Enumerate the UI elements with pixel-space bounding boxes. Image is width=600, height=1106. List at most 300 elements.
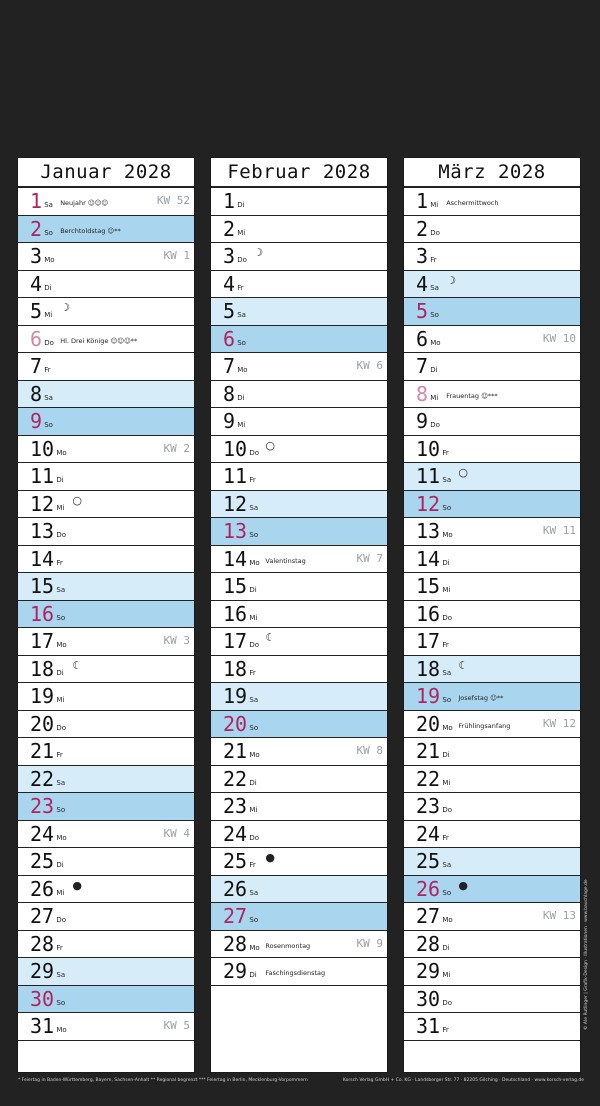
weekday-label: Mi <box>56 503 65 512</box>
day-number: 24 <box>30 821 55 846</box>
day-number: 29 <box>416 959 441 983</box>
day-number: 5 <box>223 299 236 323</box>
day-number: 1 <box>416 189 429 213</box>
day-row <box>404 408 580 436</box>
weekday-label: Di <box>442 943 450 952</box>
month-title: Januar 2028 <box>18 158 194 188</box>
weekday-label: Sa <box>442 476 452 484</box>
day-row <box>211 546 387 574</box>
day-number: 13 <box>416 519 441 543</box>
day-row <box>18 601 194 629</box>
day-row <box>404 931 580 959</box>
weekday-label: Mi <box>430 393 439 402</box>
day-number: 8 <box>416 381 429 406</box>
weekday-label: So <box>249 916 259 924</box>
day-row <box>18 463 194 491</box>
weekday-label: So <box>237 338 246 347</box>
day-row <box>211 711 387 739</box>
weekday-label: Di <box>442 558 450 567</box>
day-row <box>404 958 580 986</box>
calendar-week-label: KW 6 <box>356 359 383 372</box>
day-number: 24 <box>416 821 441 846</box>
day-number: 26 <box>223 876 248 901</box>
day-number: 5 <box>30 299 43 323</box>
weekday-label: Do <box>249 448 260 457</box>
day-number: 19 <box>416 684 441 708</box>
day-row <box>211 601 387 629</box>
day-number: 28 <box>223 931 248 956</box>
day-number: 25 <box>223 849 248 873</box>
weekday-label: Fr <box>442 1026 449 1034</box>
day-row <box>404 463 580 491</box>
day-number: 7 <box>223 354 236 378</box>
weekday-label: So <box>249 531 259 539</box>
day-number: 3 <box>416 244 429 268</box>
day-list <box>404 188 580 1041</box>
weekday-label: Sa <box>249 696 259 704</box>
day-row <box>211 821 387 849</box>
day-row <box>18 491 194 519</box>
calendar-week-label: KW 11 <box>542 524 576 537</box>
day-row <box>211 271 387 299</box>
day-row <box>18 766 194 794</box>
weekday-label: Fr <box>237 283 244 292</box>
day-number: 18 <box>30 656 55 681</box>
day-number: 18 <box>416 656 441 681</box>
weekday-label: Di <box>237 201 245 209</box>
day-number: 15 <box>30 574 55 598</box>
weekday-label: Sa <box>249 503 259 512</box>
weekday-label: Fr <box>44 366 51 374</box>
day-row <box>18 793 194 821</box>
weekday-label: Sa <box>44 393 53 402</box>
day-row <box>211 848 387 876</box>
day-row <box>211 298 387 326</box>
day-number: 1 <box>30 189 43 213</box>
calendar-week-label: KW 10 <box>542 331 576 345</box>
moon-phase-icon: ● <box>72 878 82 892</box>
day-number: 6 <box>223 326 236 351</box>
weekday-label: Fr <box>56 558 63 567</box>
holiday-label: Berchtoldstag ☺** <box>60 226 121 235</box>
day-row <box>404 298 580 326</box>
weekday-label: Di <box>442 751 450 759</box>
holiday-label: Rosenmontag <box>265 941 311 950</box>
weekday-label: So <box>249 723 259 732</box>
day-number: 31 <box>416 1014 441 1038</box>
day-row <box>211 958 387 986</box>
day-number: 17 <box>416 629 441 653</box>
day-list <box>211 188 387 986</box>
calendar-week-label: KW 2 <box>163 441 190 455</box>
day-row <box>211 436 387 464</box>
moon-phase-icon: ● <box>458 878 468 892</box>
day-row <box>18 711 194 739</box>
day-row <box>18 738 194 766</box>
day-row <box>404 188 580 216</box>
day-row <box>211 518 387 546</box>
day-number: 11 <box>30 464 55 488</box>
weekday-label: Mo <box>56 641 67 649</box>
moon-phase-icon: ☾ <box>265 631 276 644</box>
day-row <box>211 573 387 601</box>
day-number: 27 <box>223 904 248 928</box>
weekday-label: Fr <box>249 861 256 869</box>
day-number: 22 <box>30 766 55 791</box>
day-number: 14 <box>30 546 55 571</box>
moon-phase-icon: ○ <box>458 466 468 479</box>
weekday-label: Fr <box>442 641 449 649</box>
day-number: 9 <box>30 409 43 433</box>
day-number: 30 <box>30 986 55 1011</box>
day-row <box>211 353 387 381</box>
day-row <box>18 243 194 271</box>
day-number: 23 <box>416 794 441 818</box>
calendar-week-label: KW 1 <box>163 249 190 262</box>
day-row <box>18 573 194 601</box>
day-row <box>18 821 194 849</box>
weekday-label: Sa <box>249 888 259 897</box>
calendar-week-label: KW 13 <box>542 909 576 922</box>
day-number: 24 <box>223 821 248 846</box>
day-row <box>404 271 580 299</box>
weekday-label: Sa <box>56 778 66 787</box>
day-number: 6 <box>30 326 43 351</box>
day-row <box>404 436 580 464</box>
day-row <box>211 766 387 794</box>
day-number: 20 <box>30 711 55 736</box>
day-number: 14 <box>223 546 248 571</box>
day-number: 13 <box>30 519 55 543</box>
weekday-label: Mi <box>430 201 439 209</box>
weekday-label: Di <box>249 778 257 787</box>
weekday-label: Do <box>56 531 67 539</box>
calendar-week-label: KW 12 <box>542 716 576 730</box>
weekday-label: So <box>44 421 53 429</box>
day-row <box>404 821 580 849</box>
day-number: 22 <box>223 766 248 791</box>
weekday-label: Do <box>430 421 440 429</box>
holiday-label: Aschermittwoch <box>446 199 499 207</box>
moon-phase-icon: ☽ <box>253 246 264 259</box>
weekday-label: Fr <box>442 833 449 842</box>
weekday-label: Di <box>430 366 438 374</box>
holiday-label: Neujahr ☺☺☺ <box>60 199 109 207</box>
moon-phase-icon: ☽ <box>60 301 71 314</box>
day-row <box>404 216 580 244</box>
day-number: 23 <box>30 794 55 818</box>
day-number: 26 <box>416 876 441 901</box>
weekday-label: Do <box>249 833 260 842</box>
day-number: 8 <box>223 381 236 406</box>
footer-legend: * Feiertag in Baden-Württemberg, Bayern, Sachsen-Anhalt ** Regional begrenzt *** Feiertag in Berlin, Mecklenburg-Vorpommern <box>18 1078 308 1083</box>
day-row <box>404 326 580 354</box>
day-row <box>404 491 580 519</box>
weekday-label: Mo <box>442 916 453 924</box>
weekday-label: So <box>56 613 66 622</box>
weekday-label: So <box>442 503 452 512</box>
weekday-label: Di <box>249 971 257 979</box>
day-number: 27 <box>30 904 55 928</box>
day-row <box>211 381 387 409</box>
day-number: 28 <box>416 931 441 956</box>
day-row <box>18 628 194 656</box>
day-number: 31 <box>30 1014 55 1038</box>
holiday-label: Josefstag ☺** <box>458 694 504 702</box>
weekday-label: Do <box>430 228 440 237</box>
day-row <box>404 848 580 876</box>
day-number: 9 <box>416 409 429 433</box>
weekday-label: Mi <box>56 696 65 704</box>
weekday-label: Mi <box>237 228 246 237</box>
day-number: 17 <box>30 629 55 653</box>
day-row <box>18 958 194 986</box>
day-row <box>404 243 580 271</box>
day-number: 12 <box>30 491 55 516</box>
day-row <box>404 876 580 904</box>
day-number: 29 <box>30 959 55 983</box>
day-number: 23 <box>223 794 248 818</box>
moon-phase-icon: ☾ <box>458 658 469 672</box>
weekday-label: So <box>442 888 452 897</box>
holiday-label: Frauentag ☺*** <box>446 391 498 400</box>
day-number: 28 <box>30 931 55 956</box>
weekday-label: Fr <box>249 668 256 677</box>
day-row <box>404 518 580 546</box>
weekday-label: Mi <box>442 971 451 979</box>
day-number: 30 <box>416 986 441 1011</box>
day-row <box>18 326 194 354</box>
day-row <box>18 683 194 711</box>
weekday-label: Do <box>249 641 260 649</box>
month-title: Februar 2028 <box>211 158 387 188</box>
weekday-label: Do <box>44 338 54 347</box>
day-row <box>18 381 194 409</box>
day-number: 1 <box>223 189 236 213</box>
day-row <box>404 683 580 711</box>
weekday-label: Fr <box>56 943 63 952</box>
day-row <box>18 1013 194 1041</box>
day-row <box>404 766 580 794</box>
day-number: 10 <box>30 436 55 461</box>
calendar-week-label: KW 52 <box>156 194 190 207</box>
day-row <box>18 298 194 326</box>
weekday-label: Mo <box>442 723 453 732</box>
holiday-label: Faschingsdienstag <box>265 969 326 977</box>
weekday-label: Mo <box>237 366 248 374</box>
day-row <box>18 848 194 876</box>
weekday-label: Mi <box>249 806 258 814</box>
day-row <box>211 243 387 271</box>
day-row <box>404 546 580 574</box>
day-row <box>404 601 580 629</box>
day-number: 6 <box>416 326 429 351</box>
day-number: 10 <box>416 436 441 461</box>
weekday-label: Sa <box>56 971 66 979</box>
weekday-label: Di <box>249 586 257 594</box>
day-number: 2 <box>30 216 43 241</box>
weekday-label: Sa <box>237 311 246 319</box>
day-row <box>404 1013 580 1041</box>
weekday-label: Mi <box>442 586 451 594</box>
day-row <box>211 188 387 216</box>
holiday-label: Valentinstag <box>265 556 306 565</box>
day-number: 7 <box>30 354 43 378</box>
month-march <box>404 158 580 1072</box>
weekday-label: Mo <box>442 531 453 539</box>
calendar-week-label: KW 3 <box>163 634 190 647</box>
day-number: 15 <box>223 574 248 598</box>
day-number: 14 <box>416 546 441 571</box>
weekday-label: Sa <box>56 586 66 594</box>
weekday-label: Mi <box>442 778 451 787</box>
weekday-label: Do <box>237 256 247 264</box>
day-number: 4 <box>223 271 236 296</box>
day-number: 29 <box>223 959 248 983</box>
day-number: 21 <box>416 739 441 763</box>
day-row <box>211 326 387 354</box>
weekday-label: Mi <box>237 421 246 429</box>
weekday-label: Mo <box>44 256 55 264</box>
moon-phase-icon: ● <box>265 851 275 864</box>
day-number: 11 <box>416 464 441 488</box>
day-number: 20 <box>416 711 441 736</box>
day-row <box>404 656 580 684</box>
day-row <box>211 738 387 766</box>
weekday-label: Mo <box>249 558 260 567</box>
day-row <box>18 931 194 959</box>
month-january <box>18 158 194 1072</box>
day-row <box>18 408 194 436</box>
day-row <box>18 216 194 244</box>
weekday-label: Mo <box>56 833 67 842</box>
day-number: 12 <box>416 491 441 516</box>
day-row <box>18 986 194 1014</box>
calendar-week-label: KW 9 <box>356 936 383 950</box>
moon-phase-icon: ○ <box>72 493 82 507</box>
day-row <box>404 573 580 601</box>
day-number: 25 <box>416 849 441 873</box>
day-row <box>211 903 387 931</box>
holiday-label: Frühlingsanfang <box>458 721 511 730</box>
day-row <box>211 876 387 904</box>
calendar-week-label: KW 7 <box>356 551 383 565</box>
day-number: 16 <box>30 601 55 626</box>
weekday-label: Mo <box>249 751 260 759</box>
weekday-label: Sa <box>430 283 439 292</box>
day-number: 19 <box>30 684 55 708</box>
weekday-label: Fr <box>56 751 63 759</box>
day-number: 22 <box>416 766 441 791</box>
day-row <box>211 463 387 491</box>
day-number: 12 <box>223 491 248 516</box>
day-number: 13 <box>223 519 248 543</box>
day-number: 20 <box>223 711 248 736</box>
month-february <box>211 158 387 1072</box>
weekday-label: Do <box>56 916 67 924</box>
day-row <box>211 793 387 821</box>
weekday-label: Di <box>56 476 64 484</box>
weekday-label: So <box>56 998 66 1007</box>
weekday-label: Mo <box>56 448 67 457</box>
day-row <box>404 381 580 409</box>
day-number: 27 <box>416 904 441 928</box>
weekday-label: Do <box>442 998 453 1007</box>
weekday-label: Sa <box>442 668 452 677</box>
day-list <box>18 188 194 1041</box>
calendar-week-label: KW 8 <box>356 744 383 757</box>
day-number: 5 <box>416 299 429 323</box>
day-number: 9 <box>223 409 236 433</box>
weekday-label: Do <box>56 723 67 732</box>
day-row <box>404 353 580 381</box>
moon-phase-icon: ☾ <box>72 658 83 672</box>
day-row <box>404 738 580 766</box>
day-row <box>404 986 580 1014</box>
footer <box>18 1078 584 1083</box>
calendar-week-label: KW 4 <box>163 826 190 840</box>
weekday-label: So <box>44 228 53 237</box>
day-row <box>404 793 580 821</box>
day-row <box>18 271 194 299</box>
day-row <box>211 931 387 959</box>
day-row <box>18 656 194 684</box>
day-row <box>404 903 580 931</box>
day-number: 16 <box>416 601 441 626</box>
day-row <box>18 188 194 216</box>
day-row <box>211 408 387 436</box>
weekday-label: Do <box>442 613 453 622</box>
day-row <box>404 628 580 656</box>
weekday-label: So <box>56 806 66 814</box>
day-row <box>211 683 387 711</box>
weekday-label: Mo <box>430 338 441 347</box>
day-number: 19 <box>223 684 248 708</box>
weekday-label: So <box>442 696 452 704</box>
day-number: 3 <box>223 244 236 268</box>
weekday-label: Fr <box>430 256 437 264</box>
day-number: 17 <box>223 629 248 653</box>
day-number: 4 <box>30 271 43 296</box>
weekday-label: Mo <box>249 943 260 952</box>
weekday-label: Mo <box>56 1026 67 1034</box>
day-number: 26 <box>30 876 55 901</box>
day-row <box>18 353 194 381</box>
weekday-label: Di <box>56 861 64 869</box>
day-row <box>18 546 194 574</box>
day-number: 4 <box>416 271 429 296</box>
day-number: 10 <box>223 436 248 461</box>
day-row <box>18 876 194 904</box>
day-number: 2 <box>223 216 236 241</box>
day-row <box>211 216 387 244</box>
day-number: 3 <box>30 244 43 268</box>
weekday-label: Sa <box>44 201 53 209</box>
day-row <box>18 436 194 464</box>
day-row <box>211 491 387 519</box>
holiday-label: Hl. Drei Könige ☺☺☺** <box>60 336 138 345</box>
calendar-week-label: KW 5 <box>163 1019 190 1032</box>
weekday-label: Di <box>44 283 52 292</box>
day-number: 16 <box>223 601 248 626</box>
day-number: 15 <box>416 574 441 598</box>
weekday-label: Mi <box>249 613 258 622</box>
moon-phase-icon: ○ <box>265 438 275 452</box>
weekday-label: So <box>430 311 439 319</box>
day-number: 18 <box>223 656 248 681</box>
day-number: 21 <box>223 739 248 763</box>
day-number: 8 <box>30 381 43 406</box>
